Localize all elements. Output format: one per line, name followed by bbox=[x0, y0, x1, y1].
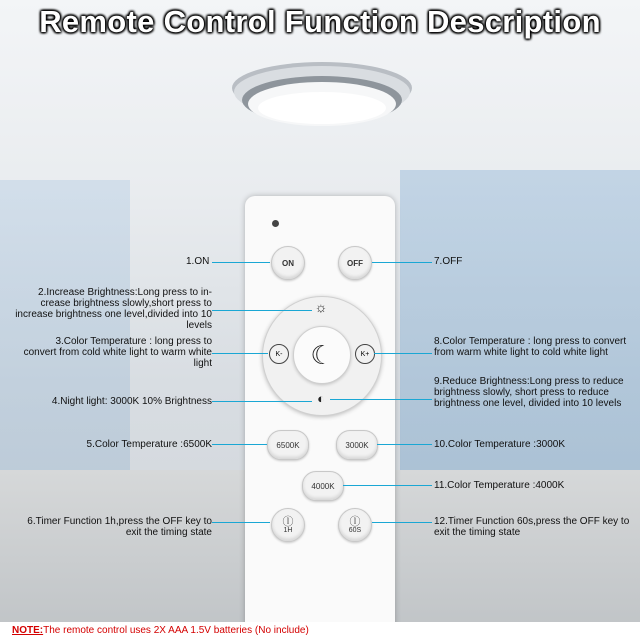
timer-60s-label: 60S bbox=[348, 526, 362, 534]
page-title: Remote Control Function Description bbox=[39, 4, 601, 39]
label-3: 3.Color Temperature : long press to convert from cold white light to warm white light bbox=[23, 336, 212, 369]
label-5: 5.Color Temperature :6500K bbox=[86, 439, 212, 450]
timer-60s-button[interactable] bbox=[338, 508, 372, 542]
callout-line-8 bbox=[374, 353, 432, 354]
off-button-label: OFF bbox=[347, 258, 363, 268]
k-minus-button[interactable] bbox=[269, 344, 289, 364]
cct-6500k-button[interactable] bbox=[267, 430, 309, 460]
cct-4000k-label: 4000K bbox=[311, 481, 335, 491]
label-8: 8.Color Temperature : long press to convert from warm white light to cold white light bbox=[434, 336, 627, 358]
timer-1h-label: 1H bbox=[283, 526, 293, 534]
battery-note bbox=[0, 622, 640, 640]
cct-3000k-button[interactable] bbox=[336, 430, 378, 460]
callout-line-11 bbox=[343, 485, 432, 486]
k-plus-label: K+ bbox=[360, 350, 370, 358]
label-2: 2.Increase Brightness:Long press to in-crease brightness slowly,short press to increase brightness one level,divided into 10 levels bbox=[15, 287, 212, 331]
callout-line-4 bbox=[212, 401, 312, 402]
callout-line-12 bbox=[372, 522, 432, 523]
label-1: 1.ON bbox=[186, 256, 210, 267]
note-text: The remote control uses 2X AAA 1.5V batteries (No include) bbox=[43, 625, 309, 636]
note-prefix: NOTE: bbox=[12, 625, 44, 636]
label-12: 12.Timer Function 60s,press the OFF key to exit the timing state bbox=[434, 516, 630, 538]
callout-line-5 bbox=[212, 444, 267, 445]
label-9: 9.Reduce Brightness:Long press to reduce brightness slowly, short press to reduce brightness one level, divided into 10 levels bbox=[434, 376, 624, 409]
label-6: 6.Timer Function 1h,press the OFF key to exit the timing state bbox=[27, 516, 212, 538]
label-10: 10.Color Temperature :3000K bbox=[434, 439, 566, 450]
timer-1h-clock-icon: ⓛ 1H bbox=[282, 515, 294, 534]
off-button[interactable] bbox=[338, 246, 372, 280]
callout-line-2 bbox=[212, 310, 312, 311]
callout-line-10 bbox=[377, 444, 432, 445]
night-light-button[interactable] bbox=[293, 326, 351, 384]
on-button-label: ON bbox=[282, 258, 294, 268]
timer-60s-clock-icon: ⓛ 60S bbox=[348, 515, 362, 534]
indicator-led bbox=[272, 220, 279, 227]
label-7: 7.OFF bbox=[434, 256, 463, 267]
window-right bbox=[400, 170, 640, 500]
on-button[interactable] bbox=[271, 246, 305, 280]
callout-line-3 bbox=[212, 353, 268, 354]
callout-line-7 bbox=[372, 262, 432, 263]
moon-icon: ☾ bbox=[310, 339, 334, 370]
k-plus-button[interactable] bbox=[355, 344, 375, 364]
k-minus-label: K- bbox=[275, 350, 283, 358]
brightness-up-icon[interactable]: ☼ bbox=[314, 299, 328, 315]
ceiling-lamp-image bbox=[222, 58, 422, 138]
callout-line-9 bbox=[330, 399, 432, 400]
label-11: 11.Color Temperature :4000K bbox=[434, 480, 565, 491]
cct-4000k-button[interactable] bbox=[302, 471, 344, 501]
label-4: 4.Night light: 3000K 10% Brightness bbox=[51, 396, 212, 407]
callout-line-6 bbox=[212, 522, 270, 523]
cct-3000k-label: 3000K bbox=[345, 440, 369, 450]
cct-6500k-label: 6500K bbox=[276, 440, 300, 450]
timer-1h-button[interactable] bbox=[271, 508, 305, 542]
brightness-down-icon[interactable]: ◐ bbox=[317, 391, 325, 406]
callout-line-1 bbox=[212, 262, 270, 263]
